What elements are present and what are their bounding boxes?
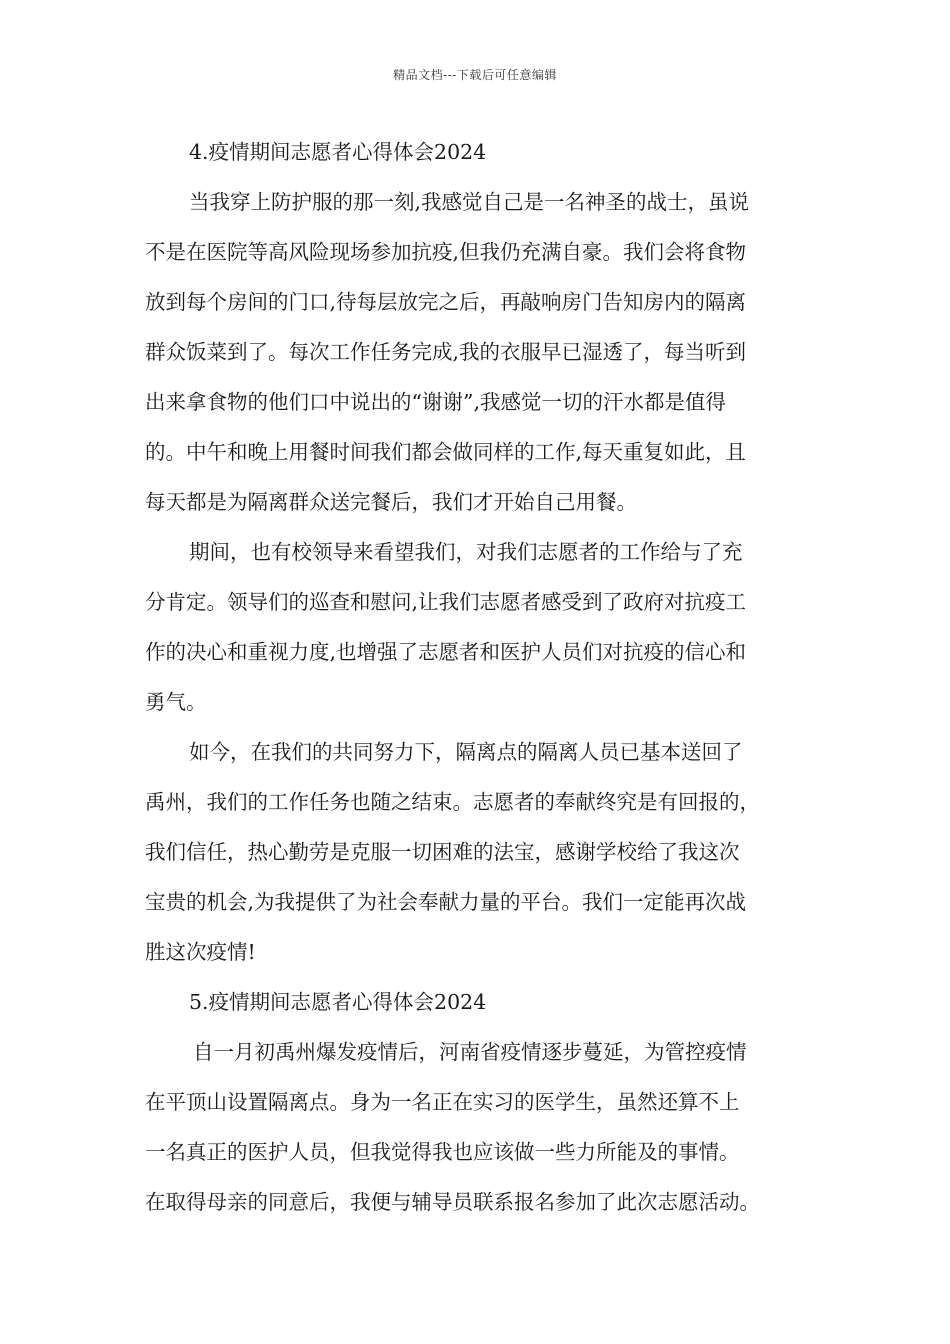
paragraph-line: 当我穿上防护服的那一刻,我感觉自己是一名神圣的战士，虽说 <box>189 190 750 214</box>
section-5-heading: 5.疫情期间志愿者心得体会2024 <box>189 990 487 1014</box>
paragraph-line: 一名真正的医护人员，但我觉得我也应该做一些力所能及的事情。 <box>145 1140 740 1164</box>
paragraph-line: 勇气。 <box>145 690 207 714</box>
paragraph-line: 胜这次疫情! <box>145 940 256 964</box>
paragraph-line: 期间，也有校领导来看望我们，对我们志愿者的工作给与了充 <box>189 540 743 564</box>
section-4-heading: 4.疫情期间志愿者心得体会2024 <box>189 140 487 164</box>
paragraph-line: 作的决心和重视力度,也增强了志愿者和医护人员们对抗疫的信心和 <box>145 640 747 664</box>
paragraph-line: 在取得母亲的同意后，我便与辅导员联系报名参加了此次志愿活动。 <box>145 1190 760 1214</box>
paragraph-line: 放到每个房间的门口,待每层放完之后，再敲响房门告知房内的隔离 <box>145 290 747 314</box>
paragraph-line: 不是在医院等高风险现场参加抗疫,但我仍充满自豪。我们会将食物 <box>145 240 747 264</box>
paragraph-line: 宝贵的机会,为我提供了为社会奉献力量的平台。我们一定能再次战 <box>145 890 747 914</box>
paragraph-line: 禹州，我们的工作任务也随之结束。志愿者的奉献终究是有回报的， <box>145 790 760 814</box>
paragraph-line: 如今，在我们的共同努力下，隔离点的隔离人员已基本送回了 <box>189 740 743 764</box>
paragraph-line: 分肯定。领导们的巡查和慰问,让我们志愿者感受到了政府对抗疫工 <box>145 590 747 614</box>
paragraph-line: 自一月初禹州爆发疫情后，河南省疫情逐步蔓延，为管控疫情 <box>193 1040 747 1064</box>
section-4-paragraph-1 <box>145 184 835 534</box>
document-body <box>145 134 835 1234</box>
page-header: 精品文档---下载后可任意编辑 <box>393 68 557 82</box>
paragraph-line: 每天都是为隔离群众送完餐后，我们才开始自己用餐。 <box>145 490 637 514</box>
paragraph-line: 群众饭菜到了。每次工作任务完成,我的衣服早已湿透了，每当听到 <box>145 340 747 364</box>
paragraph-line: 的。中午和晚上用餐时间我们都会做同样的工作,每天重复如此，且 <box>145 440 747 464</box>
section-5-paragraph-1 <box>145 1034 835 1234</box>
paragraph-line: 我们信任，热心勤劳是克服一切困难的法宝，感谢学校给了我这次 <box>145 840 740 864</box>
paragraph-line: 出来拿食物的他们口中说出的“谢谢”,我感觉一切的汗水都是值得 <box>145 390 726 414</box>
section-4-paragraph-2 <box>145 534 835 734</box>
paragraph-line: 在平顶山设置隔离点。身为一名正在实习的医学生，虽然还算不上 <box>145 1090 740 1114</box>
section-4-paragraph-3 <box>145 734 835 984</box>
